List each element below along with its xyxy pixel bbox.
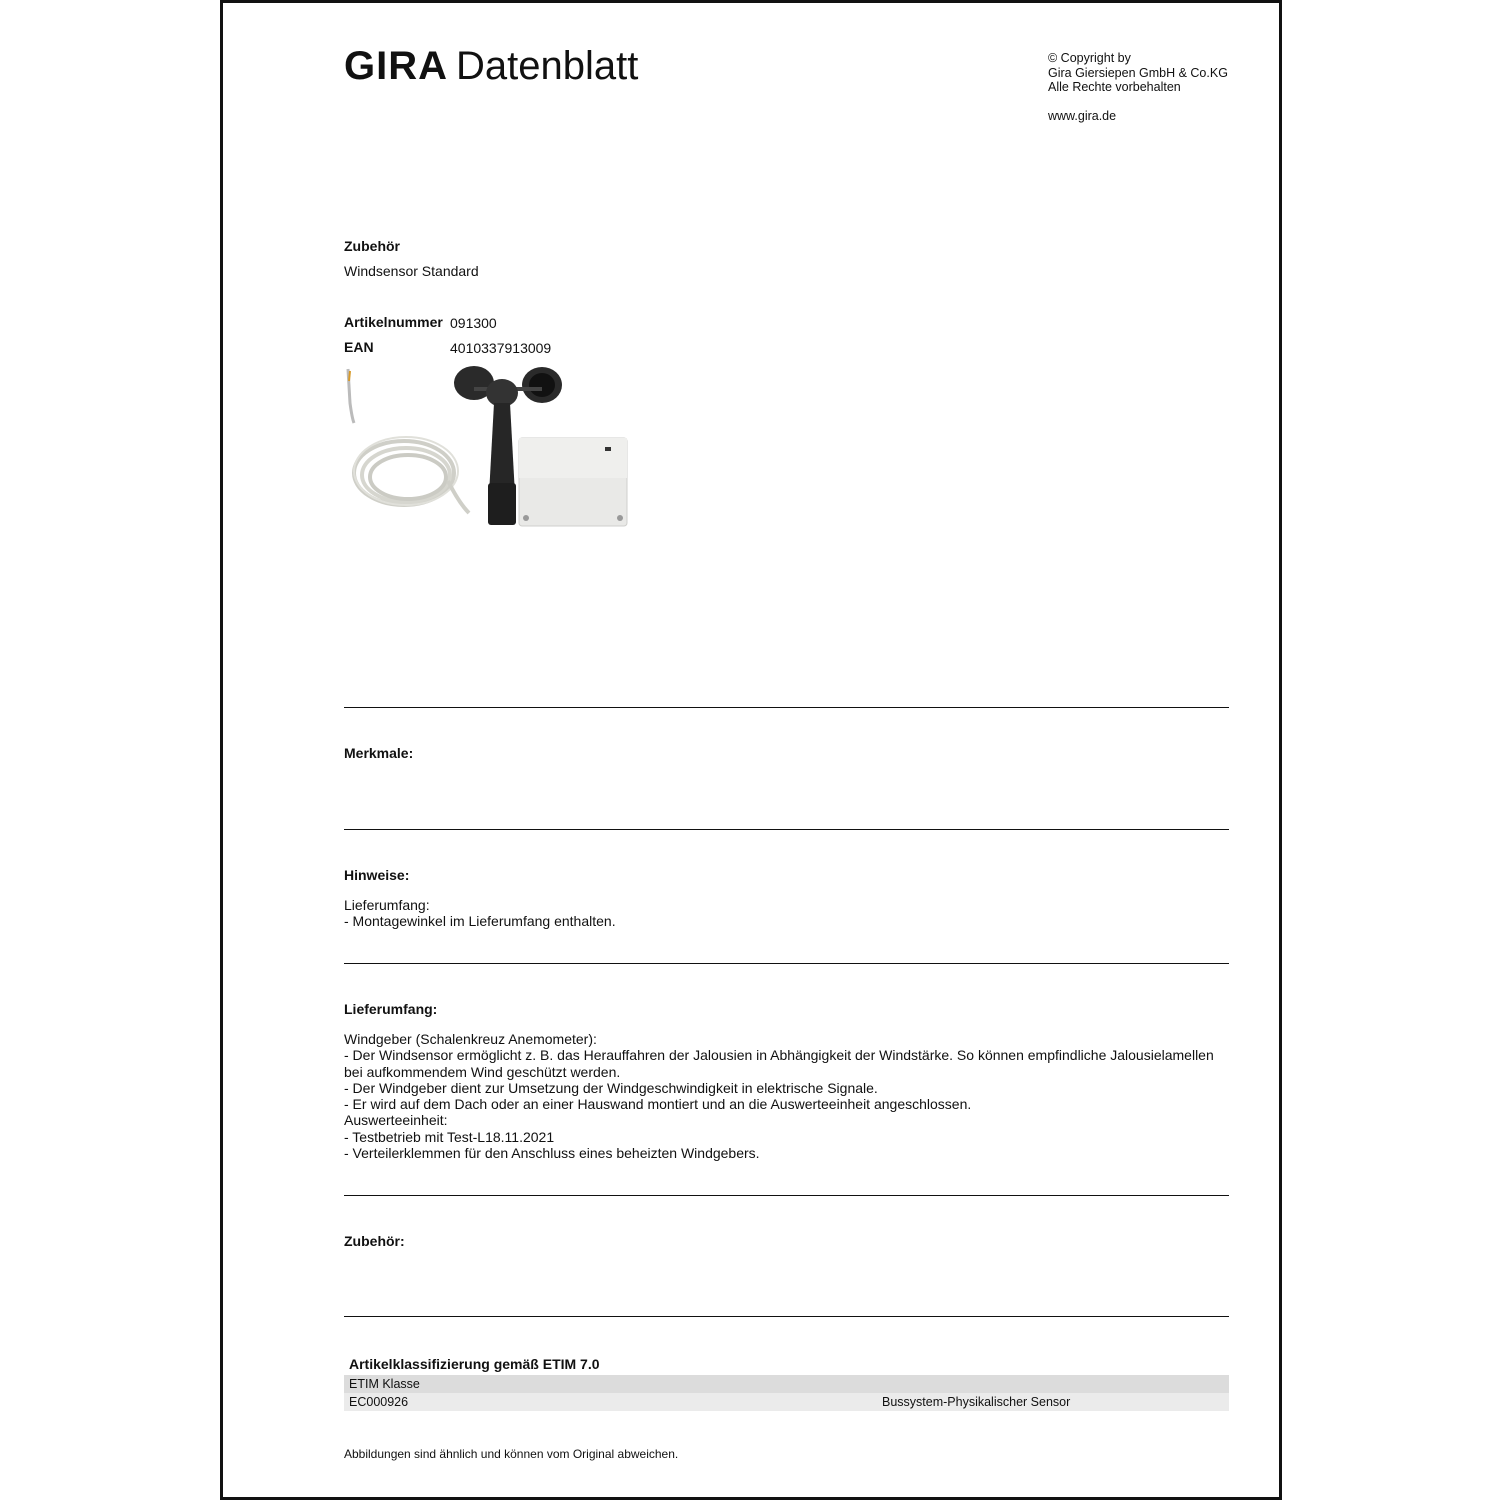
copyright-line: © Copyright by xyxy=(1048,51,1131,65)
lieferumfang-line: - Testbetrieb mit Test-L18.11.2021 xyxy=(344,1128,555,1145)
lieferumfang-line: bei aufkommendem Wind geschützt werden. xyxy=(344,1063,621,1080)
evaluation-unit-illustration xyxy=(519,438,627,526)
ean-label: EAN xyxy=(344,339,374,355)
lieferumfang-line: - Er wird auf dem Dach oder an einer Hauswand montiert und an die Auswerteeinheit angeschlossen. xyxy=(344,1096,972,1113)
product-image xyxy=(344,363,634,533)
article-number-label: Artikelnummer xyxy=(344,314,443,330)
website-link[interactable]: www.gira.de xyxy=(1048,108,1117,123)
product-category: Zubehör xyxy=(344,238,400,254)
lieferumfang-line: - Der Windsensor ermöglicht z. B. das Herauffahren der Jalousien in Abhängigkeit der Windstärke. So können empfindliche Jalousielamellen xyxy=(344,1047,1214,1064)
copyright-company: Gira Giersiepen GmbH & Co.KG xyxy=(1048,65,1228,80)
divider xyxy=(344,829,1229,830)
merkmale-heading: Merkmale: xyxy=(344,745,414,761)
divider xyxy=(344,963,1229,964)
zubehoer-heading: Zubehör: xyxy=(344,1233,405,1249)
hinweise-line: - Montagewinkel im Lieferumfang enthalten. xyxy=(344,913,616,930)
lieferumfang-line: - Verteilerklemmen für den Anschluss eines beheizten Windgebers. xyxy=(344,1145,760,1162)
copyright-rights: Alle Rechte vorbehalten xyxy=(1048,80,1181,94)
lieferumfang-line: - Der Windgeber dient zur Umsetzung der Windgeschwindigkeit in elektrische Signale. xyxy=(344,1079,878,1096)
ean-value: 4010337913009 xyxy=(450,340,552,356)
article-number-value: 091300 xyxy=(450,315,497,331)
datasheet-page xyxy=(220,0,1282,1500)
lieferumfang-line: Windgeber (Schalenkreuz Anemometer): xyxy=(344,1031,597,1047)
hinweise-line: Lieferumfang: xyxy=(344,897,430,913)
hinweise-heading: Hinweise: xyxy=(344,867,410,883)
cable-coil-illustration xyxy=(348,369,469,513)
etim-title: Artikelklassifizierung gemäß ETIM 7.0 xyxy=(349,1356,600,1372)
etim-class-name: Bussystem-Physikalischer Sensor xyxy=(882,1395,1071,1409)
copyright-block xyxy=(1048,51,1228,123)
lieferumfang-heading: Lieferumfang: xyxy=(344,1001,438,1017)
lieferumfang-text xyxy=(344,1031,1234,1161)
divider xyxy=(344,707,1229,708)
lieferumfang-line: Auswerteeinheit: xyxy=(344,1112,448,1129)
etim-header-row xyxy=(344,1375,1229,1393)
brand-name: GIRA xyxy=(344,44,448,88)
gira-logo xyxy=(344,46,638,86)
hinweise-text xyxy=(344,897,1234,930)
product-name: Windsensor Standard xyxy=(344,263,479,279)
etim-class-code: EC000926 xyxy=(349,1395,409,1409)
etim-data-row xyxy=(344,1393,1229,1411)
divider xyxy=(344,1316,1229,1317)
footer-note: Abbildungen sind ähnlich und können vom Original abweichen. xyxy=(344,1447,679,1461)
etim-header-label: ETIM Klasse xyxy=(349,1377,420,1391)
divider xyxy=(344,1195,1229,1196)
document-type: Datenblatt xyxy=(456,44,639,88)
